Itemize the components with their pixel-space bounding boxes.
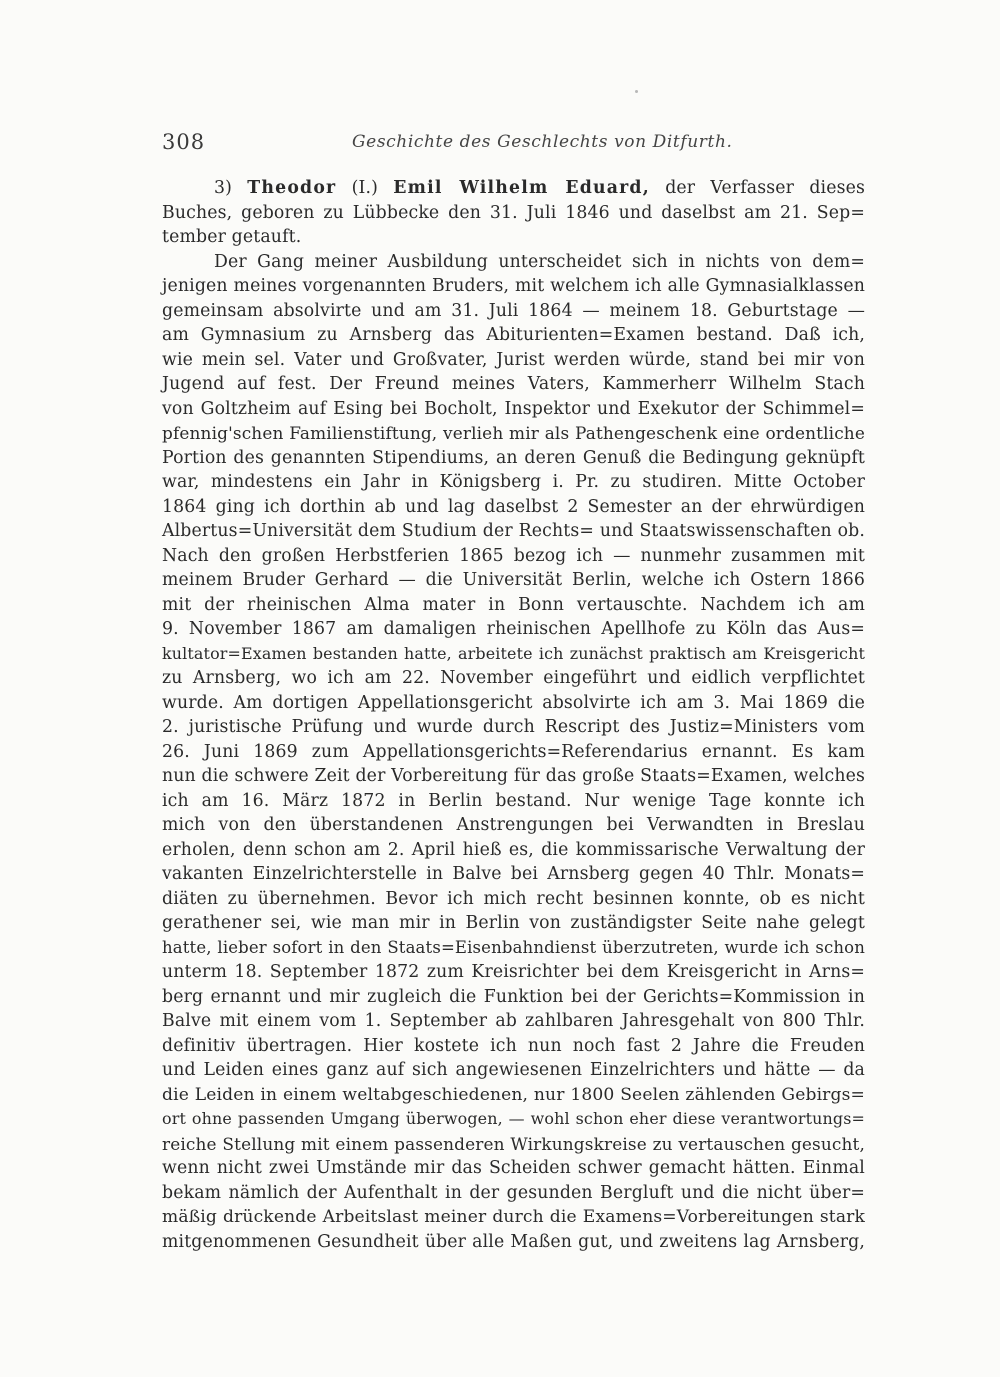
text-line: die Leiden in einem weltabgeschiedenen, nur 1800 Seelen zählenden Gebirgs= [162, 1084, 865, 1105]
text-line: vakanten Einzelrichterstelle in Balve bei Arnsberg gegen 40 Thlr. Monats= [162, 864, 865, 884]
entry-first-name: Theodor [247, 178, 337, 198]
text-line: am Gymnasium zu Arnsberg das Abiturienten=Examen bestand. Daß ich, [162, 325, 865, 345]
running-title: Geschichte des Geschlechts von Ditfurth. [352, 132, 733, 152]
text-line: zu Arnsberg, wo ich am 22. November eingeführt und eidlich verpflichtet [162, 668, 865, 688]
text-line: 26. Juni 1869 zum Appellationsgerichts=Referendarius ernannt. Es kam [162, 741, 865, 762]
text-line: hatte, lieber sofort in den Staats=Eisenbahndienst überzutreten, wurde ich schon [162, 937, 865, 957]
text-line: bekam nämlich der Aufenthalt in der gesunden Bergluft und die nicht über= [162, 1182, 865, 1203]
text-line: Jugend auf fest. Der Freund meines Vaters, Kammerherr Wilhelm Stach [162, 374, 865, 394]
text-line: wie mein sel. Vater und Großvater, Jurist werden würde, stand bei mir von [162, 349, 865, 370]
text-line: mitgenommenen Gesundheit über alle Maßen gut, und zweitens lag Arnsberg, [162, 1231, 865, 1252]
text-line: diäten zu übernehmen. Bevor ich mich recht besinnen konnte, ob es nicht [162, 888, 865, 909]
text-line: wenn nicht zwei Umstände mir das Scheiden schwer gemacht hätten. Einmal [162, 1158, 865, 1178]
text-line: jenigen meines vorgenannten Bruders, mit welchem ich alle Gymnasialklassen [162, 276, 865, 296]
text-line: gemeinsam absolvirte und am 31. Juli 1864 — meinem 18. Geburtstage — [162, 300, 865, 321]
text-line: 1864 ging ich dorthin ab und lag daselbst 2 Semester an der ehrwürdigen [162, 496, 865, 517]
text-line: Buches, geboren zu Lübbecke den 31. Juli 1846 und daselbst am 21. Sep= [162, 202, 865, 223]
entry-heading-line [162, 176, 865, 201]
text-line: definitiv übertragen. Hier kostete ich nun noch fast 2 Jahre die Freuden [162, 1035, 865, 1056]
page-number: 308 [162, 130, 206, 154]
text-line: Nach den großen Herbstferien 1865 bezog ich — nunmehr zusammen mit [162, 545, 865, 566]
text-line: Der Gang meiner Ausbildung unterscheidet sich in nichts von dem= [214, 251, 865, 272]
text-line: Balve mit einem vom 1. September ab zahlbaren Jahresgehalt von 800 Thlr. [162, 1011, 865, 1031]
text-line: und Leiden eines ganz auf sich angewiesenen Einzelrichters und hätte — da [162, 1060, 865, 1080]
text-line: berg ernannt und mir zugleich die Funktion bei der Gerichts=Kommission in [162, 986, 865, 1007]
text-line: 9. November 1867 am damaligen rheinischen Apellhofe zu Köln das Aus= [162, 619, 865, 639]
text-line: pfennig'schen Familienstiftung, verlieh mir als Pathengeschenk eine ordentliche [162, 423, 865, 443]
text-line: meinem Bruder Gerhard — die Universität Berlin, welche ich Ostern 1866 [162, 570, 865, 590]
text-line: nun die schwere Zeit der Vorbereitung für das große Staats=Examen, welches [162, 766, 865, 786]
paper-speck [635, 90, 638, 93]
text-line: Portion des genannten Stipendiums, an deren Genuß die Bedingung geknüpft [162, 447, 865, 468]
text-line: 2. juristische Prüfung und wurde durch Rescript des Justiz=Ministers vom [162, 717, 865, 737]
text-line: erholen, denn schon am 2. April hieß es, die kommissarische Verwaltung der [162, 839, 865, 860]
body-text [162, 176, 865, 1254]
entry-intro-rest: der Verfasser dieses [665, 178, 865, 198]
entry-number: 3) [214, 178, 233, 198]
text-line: mäßig drückende Arbeitslast meiner durch die Examens=Vorbereitungen stark [162, 1207, 865, 1227]
text-line: wurde. Am dortigen Appellationsgericht absolvirte ich am 3. Mai 1869 die [162, 692, 865, 713]
page-header [162, 130, 865, 160]
text-line: reiche Stellung mit einem passenderen Wirkungskreise zu vertauschen gesucht, [162, 1133, 865, 1154]
text-line: ich am 16. März 1872 in Berlin bestand. Nur wenige Tage konnte ich [162, 790, 865, 811]
entry-names: Emil Wilhelm Eduard, [393, 178, 650, 198]
text-line: mit der rheinischen Alma mater in Bonn vertauschte. Nachdem ich am [162, 594, 865, 615]
text-line: kultator=Examen bestanden hatte, arbeitete ich zunächst praktisch am Kreisgericht [162, 643, 865, 663]
text-line: gerathener sei, wie man mir in Berlin von zuständigster Seite nahe gelegt [162, 913, 865, 933]
text-line: mich von den überstandenen Anstrengungen bei Verwandten in Breslau [162, 815, 865, 835]
text-line: Albertus=Universität dem Studium der Rechts= und Staatswissenschaften ob. [162, 521, 865, 541]
text-line: unterm 18. September 1872 zum Kreisrichter bei dem Kreisgericht in Arns= [162, 962, 865, 982]
paragraph-lines [162, 201, 865, 1255]
text-line: ort ohne passenden Umgang überwogen, — wohl schon eher diese verantwortungs= [162, 1109, 865, 1128]
text-line: war, mindestens ein Jahr in Königsberg i. Pr. zu studiren. Mitte October [162, 472, 865, 492]
entry-numeral: (I.) [351, 178, 379, 198]
text-line: von Goltzheim auf Esing bei Bocholt, Inspektor und Exekutor der Schimmel= [162, 398, 865, 419]
text-line: tember getauft. [162, 227, 302, 247]
